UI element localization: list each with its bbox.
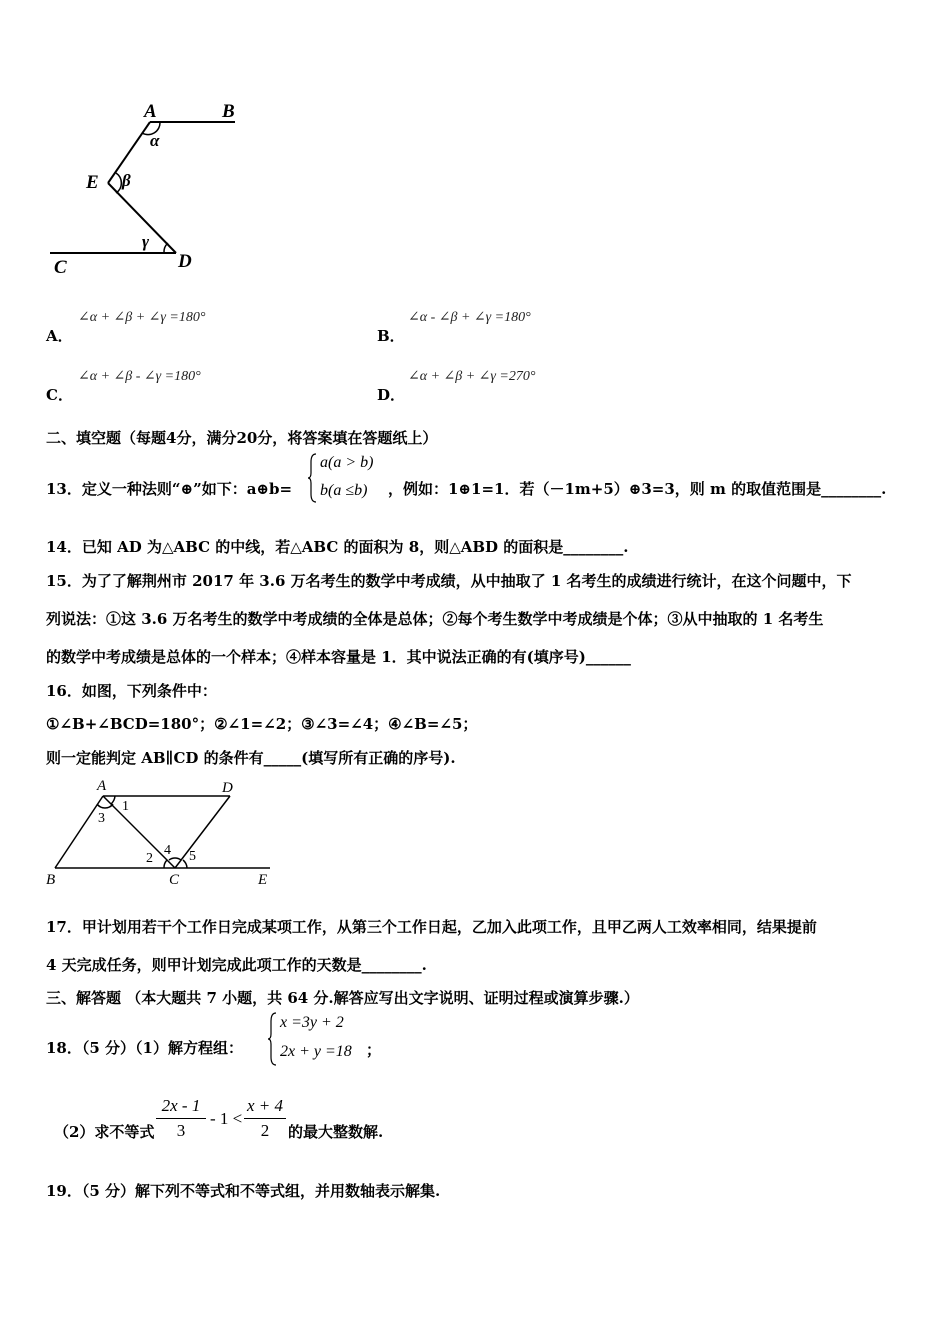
q13-lead: 13．定义一种法则“⊕”如下：a⊕b= (46, 480, 293, 498)
q18-system (268, 1011, 368, 1067)
fig2-angle-2: 2 (146, 851, 153, 866)
section2-heading: 二、填空题（每题4分，满分20分，将答案填在答题纸上） (46, 429, 438, 447)
fig2-label-B: B (46, 872, 56, 888)
q18-part2-lead: （2）求不等式 (54, 1123, 155, 1141)
q16-line3: 则一定能判定 AB∥CD 的条件有_____(填写所有正确的序号). (46, 749, 456, 767)
q18-fraction-right-bar (244, 1118, 286, 1141)
fig2-label-C: C (169, 872, 180, 888)
fig1-label-alpha: α (150, 131, 160, 150)
q18-den2: 2 (260, 1121, 270, 1140)
option-a-letter: A． (46, 327, 73, 345)
fig1-label-D: D (178, 251, 192, 272)
figure-angle-zigzag (40, 95, 260, 280)
q13-brace (308, 452, 318, 504)
fig2-angle-1: 1 (122, 799, 129, 814)
q15-line2: 列说法：①这 3.6 万名考生的数学中考成绩的全体是总体；②每个考生数学中考成绩是个体；③从中抽取的 1 名考生 (46, 610, 824, 628)
q13-case2: b(a ≤b) (320, 482, 368, 499)
figure-parallelogram (40, 776, 280, 888)
q18-fraction-right (244, 1096, 286, 1141)
fig1-label-gamma: γ (142, 232, 150, 251)
fig2-angle-5: 5 (189, 849, 196, 864)
option-d-letter: D． (377, 386, 406, 404)
q15-line3: 的数学中考成绩是总体的一个样本；④样本容量是 1．其中说法正确的有(填序号)______ (46, 648, 631, 666)
q18-semicolon: ； (366, 1041, 382, 1059)
q19-text: 19．（5 分）解下列不等式和不等式组，并用数轴表示解集. (46, 1182, 441, 1200)
q18-lead: 18．（5 分）（1）解方程组： (46, 1039, 243, 1057)
q13-case1: a(a > b) (320, 454, 374, 471)
q18-den1: 3 (176, 1121, 186, 1140)
fig1-label-beta: β (122, 171, 131, 190)
fig1-label-A: A (144, 101, 157, 122)
q18-mid: - 1 < (210, 1109, 243, 1128)
q18-brace (268, 1011, 278, 1067)
q18-eq1: x =3y + 2 (280, 1014, 344, 1031)
q16-line1: 16．如图，下列条件中： (46, 682, 217, 700)
q18-num1: 2x - 1 (161, 1096, 201, 1115)
fig2-label-A: A (97, 778, 107, 794)
q17-line1: 17．甲计划用若干个工作日完成某项工作，从第三个工作日起，乙加入此项工作，且甲乙两人工效率相同，结果提前 (46, 918, 817, 936)
q18-part2-tail: 的最大整数解. (288, 1123, 384, 1141)
q14-text: 14．已知 AD 为△ABC 的中线，若△ABC 的面积为 8，则△ABD 的面积是________. (46, 538, 629, 556)
option-d-formula: ∠α + ∠β + ∠γ =270° (408, 369, 536, 384)
q18-fraction-left-bar (156, 1118, 206, 1141)
q16-line2: ①∠B+∠BCD=180°；②∠1=∠2；③∠3=∠4；④∠B=∠5； (46, 715, 478, 733)
q13-piecewise (308, 452, 386, 504)
q18-eq2: 2x + y =18 (280, 1043, 352, 1060)
fig2-angle-4: 4 (164, 843, 171, 858)
option-b-letter: B． (377, 327, 405, 345)
section3-heading: 三、解答题 （本大题共 7 小题，共 64 分.解答应写出文字说明、证明过程或演算步骤.） (46, 989, 639, 1007)
fig2-label-E: E (258, 872, 268, 888)
option-c-letter: C． (46, 386, 73, 404)
option-a-formula: ∠α + ∠β + ∠γ =180° (78, 310, 206, 325)
fig2-label-D: D (222, 780, 233, 796)
option-b-formula: ∠α - ∠β + ∠γ =180° (408, 310, 531, 325)
fig1-label-B: B (222, 101, 235, 122)
q15-line1: 15．为了了解荆州市 2017 年 3.6 万名考生的数学中考成绩，从中抽取了 1 名考生的成绩进行统计，在这个问题中，下 (46, 572, 852, 590)
fig1-label-E: E (86, 172, 99, 193)
q13-tail: ，例如：1⊕1=1．若（－1m+5）⊕3=3，则 m 的取值范围是________. (388, 480, 887, 498)
option-c-formula: ∠α + ∠β - ∠γ =180° (78, 369, 201, 384)
q18-fraction-left (156, 1096, 206, 1141)
q17-line2: 4 天完成任务，则甲计划完成此项工作的天数是________. (46, 956, 427, 974)
fig1-label-C: C (54, 257, 67, 278)
fig2-angle-3: 3 (98, 811, 105, 826)
q18-num2: x + 4 (246, 1096, 284, 1115)
